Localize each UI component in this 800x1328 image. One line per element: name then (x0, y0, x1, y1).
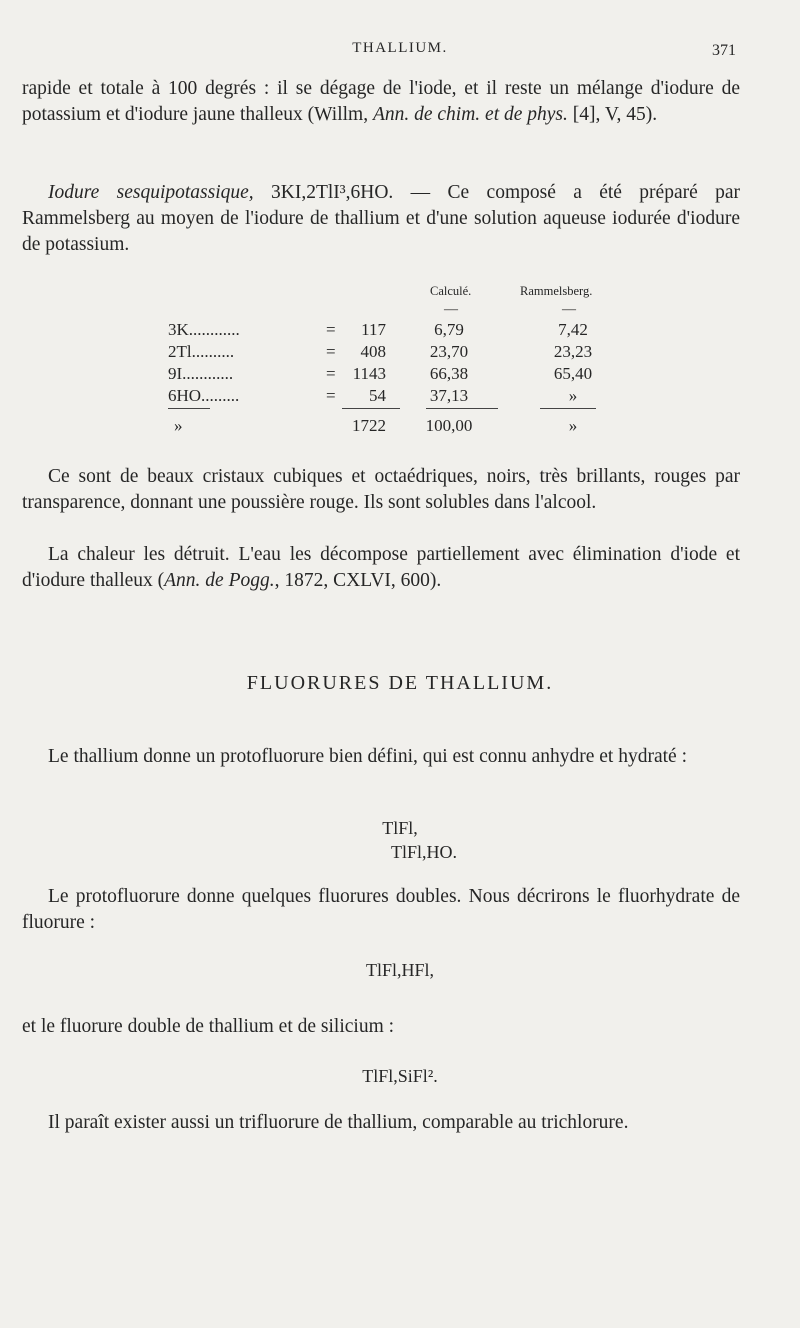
row-calcule: 23,70 (429, 342, 469, 361)
row-label: 2Tl.......... (168, 342, 235, 361)
sum-rule (426, 408, 498, 409)
formula: TlFl,HFl, (365, 960, 435, 980)
formula: TlFl,SiFl². (362, 1066, 438, 1086)
p8-text: Il paraît exister aussi un trifluorure de thallium, comparable au trichlorure. (48, 1112, 629, 1133)
sum-rule (342, 408, 400, 409)
paragraph-heat (22, 542, 740, 594)
formula: TlFl, (382, 818, 418, 838)
p7-text: et le fluorure double de thallium et de silicium : (22, 1016, 395, 1037)
row-equals: = (326, 364, 336, 383)
column-header-calcule: Calculé. (430, 284, 472, 298)
p2-text: 3KI,2TlI³,6HO. — Ce composé a été préparé par Rammelsberg au moyen de l'iodure de thallium et d'une solution aqueuse iodurée d'iodure de potassium. (22, 182, 741, 255)
row-calcule: 66,38 (429, 364, 469, 383)
row-value: 1143 (352, 364, 386, 383)
total-calcule: 100,00 (425, 416, 473, 435)
page-number: 371 (712, 42, 736, 59)
row-calcule: 37,13 (429, 386, 469, 405)
row-rammelsberg: 65,40 (553, 364, 593, 383)
p4-text: La chaleur les détruit. L'eau les décompose partiellement avec élimination d'iode et d'iodure thalleux ( (22, 544, 740, 591)
row-equals: = (326, 320, 336, 339)
page-header (0, 40, 800, 64)
sum-rule (540, 408, 596, 409)
row-value: 117 (361, 320, 386, 339)
total-value: 1722 (352, 416, 386, 435)
formula: TlFl,HO. (390, 842, 457, 862)
table-row (168, 364, 608, 386)
row-equals: = (326, 386, 336, 405)
table-total-row (168, 416, 608, 438)
p6-text: Le protofluorure donne quelques fluorures doubles. Nous décrirons le fluorhydrate de fluorure : (22, 886, 740, 933)
p1-text: rapide et totale à 100 degrés : il se dégage de l'iode, et il reste un mélange d'iodure de potassium et d'iodure jaune thalleux (Willm, (22, 78, 740, 125)
row-rammelsberg: 7,42 (558, 320, 588, 339)
paragraph-protofluorure (22, 744, 740, 770)
paragraph-silicium (22, 1014, 740, 1040)
total-label: » (174, 416, 183, 435)
p4-reference: Ann. de Pogg. (164, 570, 275, 591)
p1-reference: Ann. de chim. et de phys. (372, 104, 568, 125)
row-rammelsberg: » (568, 386, 578, 405)
paragraph-fluorures-doubles (22, 884, 740, 936)
p4-end: , 1872, CXLVI, 600). (274, 570, 442, 591)
total-rammelsberg: » (568, 416, 578, 435)
p5-text: Le thallium donne un protofluorure bien défini, qui est connu anhydre et hydraté : (48, 746, 687, 767)
row-label: 3K............ (168, 320, 240, 339)
row-value: 408 (360, 342, 386, 361)
column-dash: — (444, 302, 458, 317)
sum-rule (168, 408, 210, 409)
table-row (168, 342, 608, 364)
p1-end: [4], V, 45). (567, 104, 658, 125)
row-label: 9I............ (168, 364, 234, 383)
row-label: 6HO......... (168, 386, 240, 405)
table-row (168, 386, 608, 408)
composition-table (168, 284, 608, 454)
paragraph-crystals (22, 464, 740, 516)
table-row (168, 320, 608, 342)
paragraph-iodure-sesquipotassique (22, 180, 740, 258)
column-header-rammelsberg: Rammelsberg. (520, 284, 593, 298)
row-rammelsberg: 23,23 (553, 342, 593, 361)
section-heading: FLUORURES DE THALLIUM. (246, 672, 554, 694)
paragraph-continuation (22, 76, 740, 128)
paragraph-trifluorure (22, 1110, 740, 1136)
row-value: 54 (369, 386, 386, 405)
running-title: THALLIUM. (352, 40, 448, 56)
row-equals: = (326, 342, 336, 361)
compound-title: Iodure sesquipotassique, (48, 182, 254, 203)
column-dash: — (562, 302, 576, 317)
p3-text: Ce sont de beaux cristaux cubiques et octaédriques, noirs, très brillants, rouges par transparence, donnant une poussière rouge. Ils sont solubles dans l'alcool. (22, 466, 740, 513)
row-calcule: 6,79 (434, 320, 464, 339)
